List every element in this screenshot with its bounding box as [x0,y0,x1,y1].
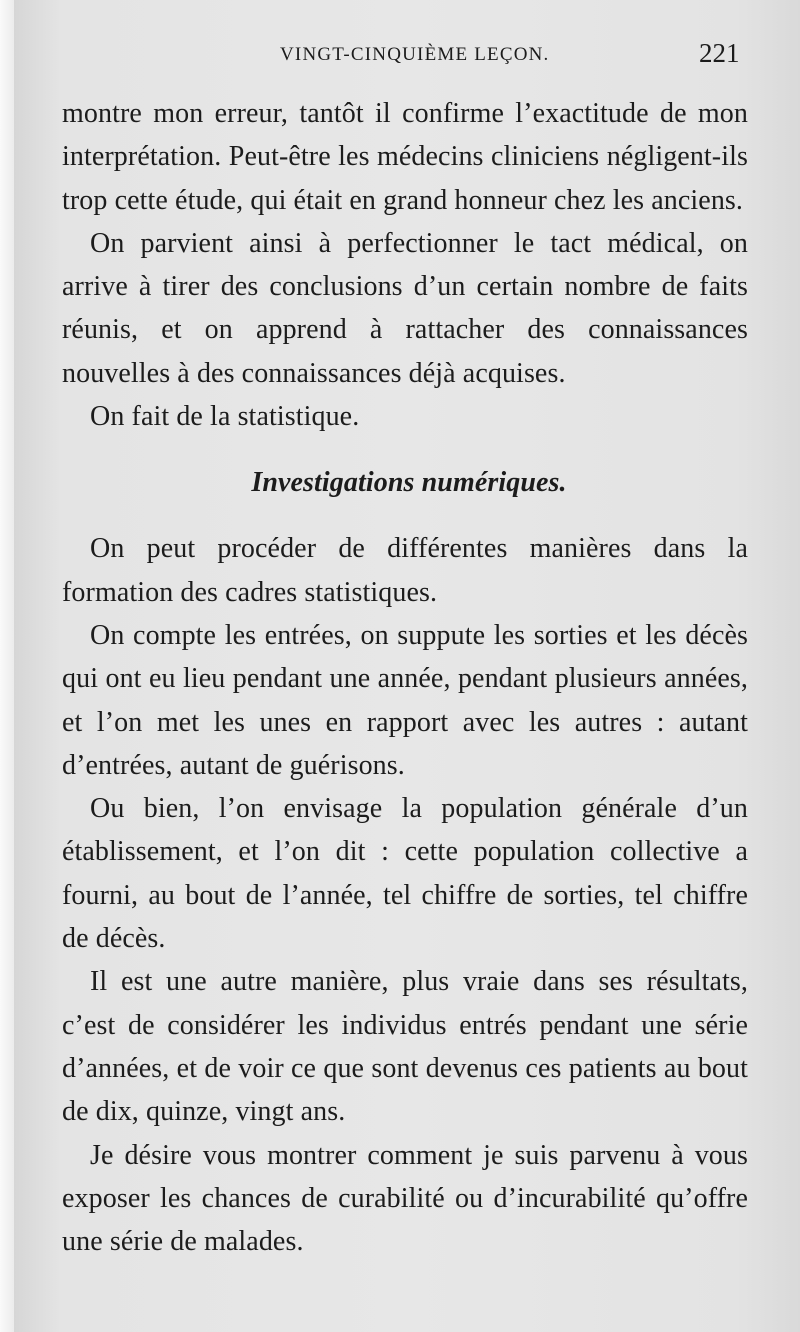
running-head: VINGT-CINQUIÈME LEÇON. [280,44,550,65]
paragraph: Je désire vous montrer comment je suis parvenu à vous exposer les chances de curabilité ou d’incurabilité qu’offre une série de malades. [62,1139,748,1258]
page-edge-shadow [0,0,14,1332]
paragraph: Il est une autre manière, plus vraie dans ses résultats, c’est de considérer les individus entrés pendant une série d’années, et de voir ce que sont devenus ces patients au bout de dix, quinze, vingt ans. [62,966,748,1128]
page-number: 221 [699,38,740,68]
section-heading: Investigations numériques. [251,467,567,499]
paragraph: On compte les entrées, on suppute les sorties et les décès qui ont eu lieu pendant une année, pendant plusieurs années, et l’on met les unes en rapport avec les autres : autant d’entrées, autant de guérisons. [62,619,748,781]
paragraph: On peut procéder de différentes manières dans la formation des cadres statistiques. [62,533,748,608]
paragraph: On parvient ainsi à perfectionner le tact médical, on arrive à tirer des conclusions d’un certain nombre de faits réunis, et on apprend à rattacher des connaissances nouvelles à des connaissances déjà acquises. [62,227,748,389]
page-text [62,92,748,1263]
paragraph-continued: montre mon erreur, tantôt il confirme l’exactitude de mon interprétation. Peut-être les médecins cliniciens négligent-ils trop cette étude, qui était en grand honneur chez les anciens. [62,98,748,216]
paragraph: Ou bien, l’on envisage la population générale d’un établissement, et l’on dit : cette population collective a fourni, au bout de l’année, tel chiffre de sorties, tel chiffre de décès. [62,793,748,955]
paragraph: On fait de la statistique. [90,401,360,433]
